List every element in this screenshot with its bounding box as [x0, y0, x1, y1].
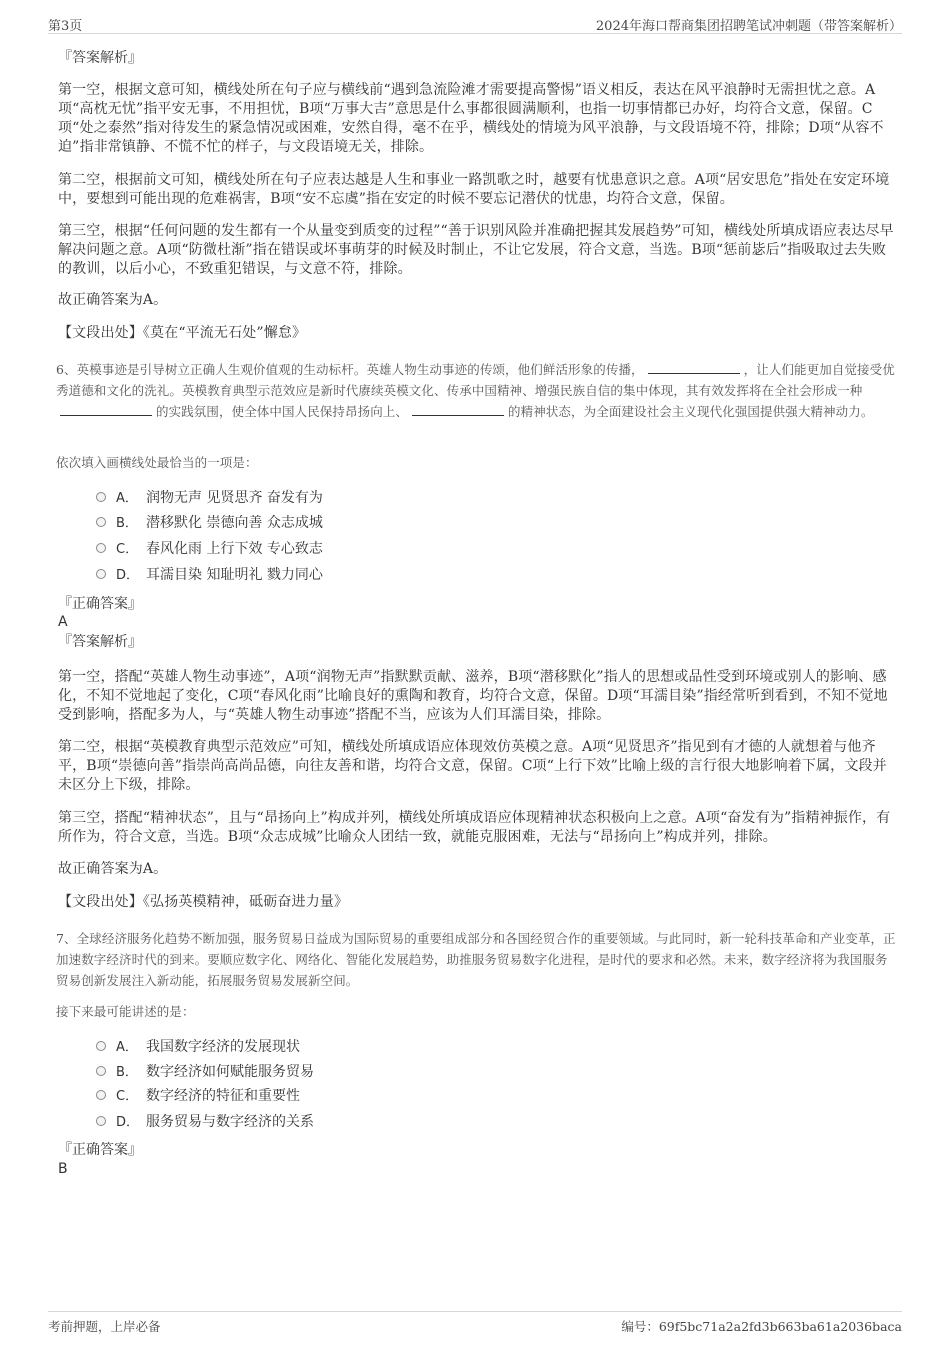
document-id: 编号：69f5bc71a2a2fd3b663ba61a2036baca [621, 1319, 902, 1334]
q6-analysis-label: 『答案解析』 [58, 634, 142, 650]
radio-icon[interactable] [96, 1116, 106, 1126]
radio-icon[interactable] [96, 569, 106, 579]
q6-answer: A [58, 614, 68, 630]
q5-analysis-p1: 第一空，根据文意可知，横线处所在句子应与横线前“遇到急流险滩才需要提高警惕”语义相反，表达在风平浪静时无需担忧之意。A项“高枕无忧”指平安无事，不用担忧，B项“万事大吉”意思是什么事都很圆满顺利，也指一切事情都已办好，均符合文意，保留。C项“处之泰然”指对待发生的紧急情况或困难，安然自得，毫不在乎，横线处的情境为风平浪静，与文段语境不符，排除；D项“从容不迫”指非常镇静、不慌不忙的样子，与文段语境无关，排除。 [58, 82, 884, 155]
q7-option-d[interactable]: D． 服务贸易与数字经济的关系 [96, 1112, 314, 1133]
q7-stem: 7、全球经济服务化趋势不断加强，服务贸易日益成为国际贸易的重要组成部分和各国经贸合作的重要领域。与此同时，新一轮科技革命和产业变革，正加速数字经济时代的到来。要顺应数字化、网络化、智能化发展趋势，助推服务贸易数字化进程，是时代的要求和必然。未来，数字经济将为我国服务贸易创新发展注入新动能，拓展服务贸易发展新空间。 [56, 931, 896, 988]
radio-icon[interactable] [96, 1090, 106, 1100]
q6-option-b[interactable]: B． 潜移默化 崇德向善 众志成城 [96, 513, 323, 534]
q7-prompt: 接下来最可能讲述的是： [56, 1004, 195, 1019]
q7-option-c[interactable]: C． 数字经济的特征和重要性 [96, 1086, 300, 1107]
q6-stem: 6、英模事迹是引导树立正确人生观价值观的生动标杆。英雄人物生动事迹的传颂，他们鲜活形象的传播， ，让人们能更加自觉接受优秀道德和文化的洗礼。英模教育典型示范效应是新时代赓续英模文化、传承中国精神、增强民族自信的集中体现，其有效发挥将在全社会形成一种的实践氛围，使全体中国人民保持昂扬向上、 的精神状态，为全面建设社会主义现代化强国提供强大精神动力。 [56, 362, 895, 419]
q6-answer-label: 『正确答案』 [58, 596, 142, 612]
q6-option-d[interactable]: D． 耳濡目染 知耻明礼 戮力同心 [96, 565, 323, 586]
q5-source: 【文段出处】《莫在“平流无石处”懈怠》 [58, 325, 307, 341]
q5-analysis-p2: 第二空，根据前文可知，横线处所在句子应表达越是人生和事业一路凯歌之时，越要有忧患意识之意。A项“居安思危”指处在安定环境中，要想到可能出现的危难祸害，B项“安不忘虞”指在安定的时候不要忘记潜伏的忧患，均符合文意，保留。 [58, 172, 890, 207]
q5-conclusion: 故正确答案为A。 [58, 292, 168, 308]
q6-analysis-p1: 第一空，搭配“英雄人物生动事迹”，A项“润物无声”指默默贡献、滋养，B项“潜移默化”指人的思想或品性受到环境或别人的影响、感化，不知不觉地起了变化，C项“春风化雨”比喻良好的熏陶和教育，均符合文意，保留。D项“耳濡目染”指经常听到看到，不知不觉地受到影响，搭配多为人，与“英雄人物生动事迹”搭配不当，应该为人们耳濡目染，排除。 [58, 669, 888, 723]
q6-prompt: 依次填入画横线处最恰当的一项是： [56, 455, 258, 470]
radio-icon[interactable] [96, 1041, 106, 1051]
radio-icon[interactable] [96, 1066, 106, 1076]
q6-blank-3 [412, 403, 504, 416]
q5-analysis-label: 『答案解析』 [58, 50, 142, 66]
document-title: 2024年海口帮商集团招聘笔试冲刺题（带答案解析） [595, 19, 902, 34]
radio-icon[interactable] [96, 517, 106, 527]
radio-icon[interactable] [96, 492, 106, 502]
page-number: 第3页 [48, 19, 83, 34]
q5-analysis-p3: 第三空，根据“任何问题的发生都有一个从量变到质变的过程”“善于识别风险并准确把握其发展趋势”可知，横线处所填成语应表达尽早解决问题之意。A项“防微杜渐”指在错误或坏事萌芽的时候及时制止，不让它发展，符合文意，当选。B项“惩前毖后”指吸取过去失败的教训，以后小心，不致重犯错误，与文意不符，排除。 [58, 223, 894, 277]
q7-option-b[interactable]: B． 数字经济如何赋能服务贸易 [96, 1062, 314, 1083]
page-footer [48, 1311, 902, 1336]
q6-analysis-p3: 第三空，搭配“精神状态”，且与“昂扬向上”构成并列，横线处所填成语应体现精神状态积极向上之意。A项“奋发有为”指精神振作，有所作为，符合文意，当选。B项“众志成城”比喻众人团结一致，就能克服困难，无法与“昂扬向上”构成并列，排除。 [58, 810, 891, 845]
page-header [48, 13, 902, 34]
q7-option-a[interactable]: A． 我国数字经济的发展现状 [96, 1037, 300, 1058]
q6-source: 【文段出处】《弘扬英模精神，砥砺奋进力量》 [58, 894, 349, 910]
q7-answer: B [58, 1161, 68, 1177]
q6-conclusion: 故正确答案为A。 [58, 861, 168, 877]
footer-slogan: 考前押题，上岸必备 [48, 1319, 161, 1334]
radio-icon[interactable] [96, 543, 106, 553]
q6-analysis-p2: 第二空，根据“英模教育典型示范效应”可知，横线处所填成语应体现效仿英模之意。A项“见贤思齐”指见到有才德的人就想着与他齐平，B项“崇德向善”指崇尚高尚品德，向往友善和谐，均符合文意，保留。C项“上行下效”比喻上级的言行很大地影响着下属，文段并未区分上下级，排除。 [58, 739, 887, 793]
q6-option-a[interactable]: A． 润物无声 见贤思齐 奋发有为 [96, 488, 323, 509]
q6-blank-1 [648, 361, 740, 374]
q6-option-c[interactable]: C． 春风化雨 上行下效 专心致志 [96, 539, 323, 560]
q7-answer-label: 『正确答案』 [58, 1142, 142, 1158]
q6-blank-2 [60, 403, 152, 416]
